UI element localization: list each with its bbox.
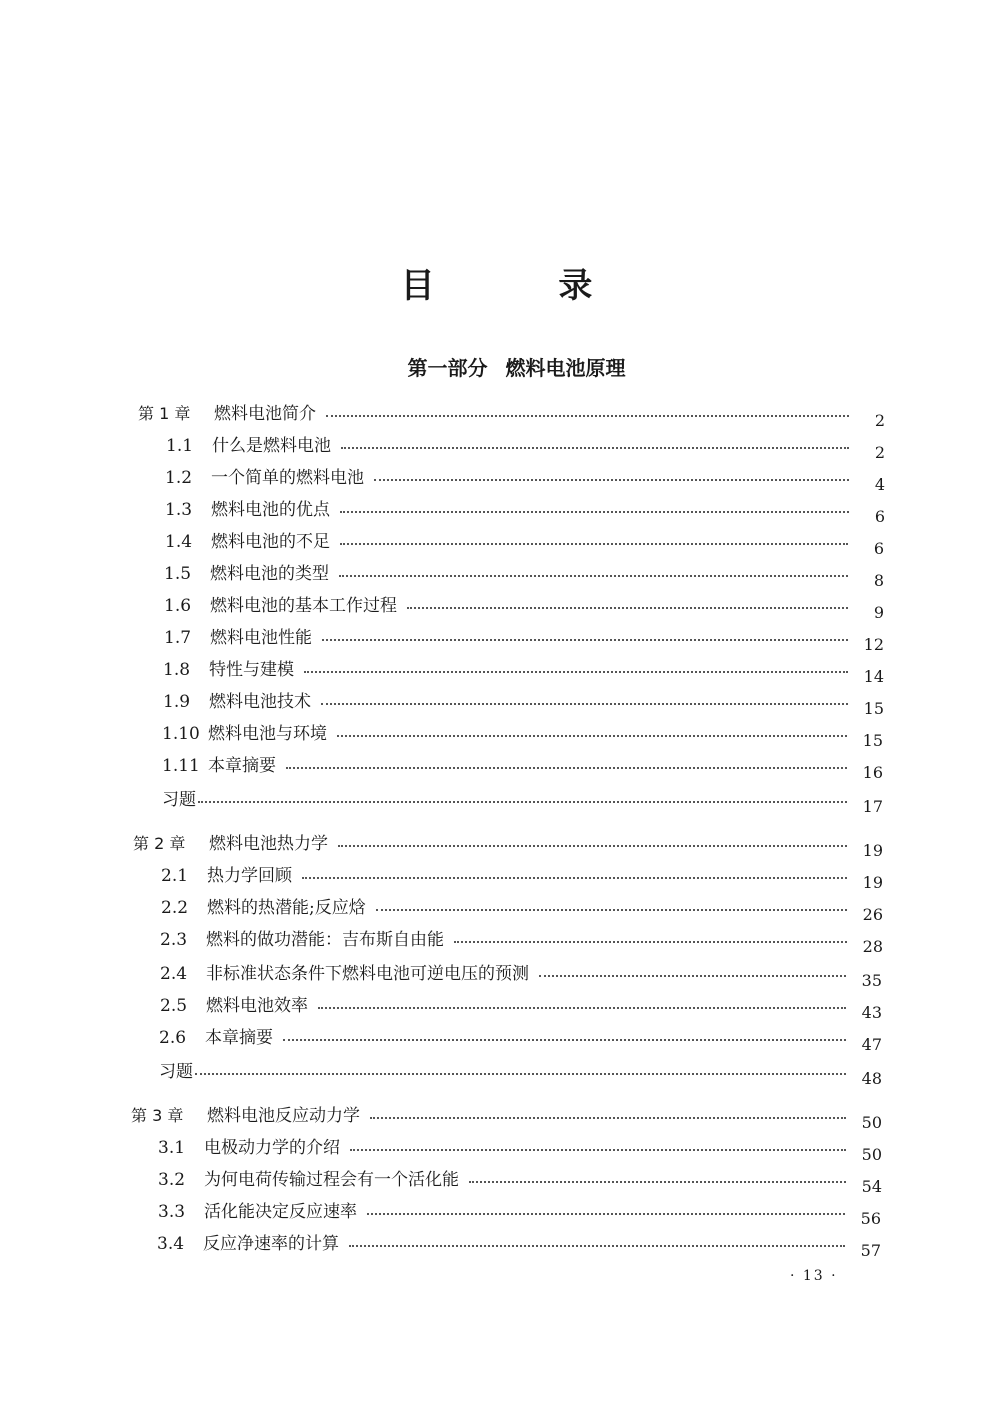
toc-section-entry[interactable] (164, 590, 884, 622)
toc-section-entry[interactable] (165, 462, 885, 494)
toc-exercise-entry[interactable] (159, 1056, 882, 1088)
toc-entry-number: 1.2 (165, 468, 193, 488)
part-label: 第一部分 (407, 356, 488, 380)
toc-leader-dots (283, 1039, 846, 1041)
toc-entry-number: 2.3 (160, 930, 188, 950)
toc-entry-page: 50 (861, 1145, 882, 1164)
toc-entry-number: 3.3 (158, 1202, 186, 1222)
toc-entry-title: 习题 (159, 1062, 193, 1082)
toc-section-entry[interactable] (160, 924, 883, 956)
toc-entry-title: 非标准状态条件下燃料电池可逆电压的预测 (206, 964, 529, 984)
toc-leader-dots (318, 1007, 846, 1009)
toc-entry-page: 8 (873, 571, 884, 590)
toc-entry-page: 47 (861, 1035, 882, 1054)
toc-entry-title: 习题 (162, 790, 196, 810)
toc-entry-page: 35 (861, 971, 882, 990)
toc-leader-dots (340, 511, 849, 513)
toc-entry-page: 15 (863, 699, 884, 718)
toc-leader-dots (454, 941, 847, 943)
toc-section-entry[interactable] (165, 526, 884, 558)
toc-leader-dots (195, 1073, 846, 1075)
toc-entry-number: 2.5 (160, 996, 188, 1016)
toc-leader-dots (198, 801, 847, 803)
toc-leader-dots (321, 703, 848, 705)
toc-section-entry[interactable] (157, 1228, 881, 1260)
toc-entry-number: 2.4 (160, 964, 188, 984)
toc-entry-page: 12 (863, 635, 884, 654)
toc-section-entry[interactable] (158, 1132, 882, 1164)
toc-leader-dots (302, 877, 847, 879)
toc-entry-title: 一个简单的燃料电池 (211, 468, 364, 488)
toc-entry-title: 燃料电池性能 (210, 628, 312, 648)
toc-entry-title: 燃料电池效率 (206, 996, 308, 1016)
toc-section-entry[interactable] (163, 654, 884, 686)
toc-leader-dots (370, 1117, 846, 1119)
toc-entry-number: 1.5 (164, 564, 192, 584)
toc-section-entry[interactable] (164, 622, 884, 654)
toc-entry-title: 燃料电池的优点 (211, 500, 330, 520)
toc-entry-title: 燃料电池热力学 (209, 834, 328, 854)
toc-leader-dots (326, 415, 849, 417)
toc-entry-page: 14 (863, 667, 884, 686)
toc-leader-dots (407, 607, 848, 609)
toc-entry-number: 2.1 (161, 866, 189, 886)
toc-leader-dots (469, 1181, 846, 1183)
toc-leader-dots (337, 735, 847, 737)
toc-entry-number: 第 2 章 (133, 834, 186, 853)
toc-section-entry[interactable] (165, 494, 885, 526)
toc-entry-title: 燃料的热潜能;反应焓 (207, 898, 366, 918)
toc-entry-title: 燃料电池的不足 (211, 532, 330, 552)
toc-leader-dots (338, 845, 847, 847)
toc-entry-title: 燃料电池的基本工作过程 (210, 596, 397, 616)
toc-entry-page: 56 (860, 1209, 881, 1228)
toc-section-entry[interactable] (161, 892, 883, 924)
toc-entry-title: 燃料电池反应动力学 (207, 1106, 360, 1126)
page-number: · 13 · (790, 1268, 838, 1284)
toc-entry-page: 15 (862, 731, 883, 750)
toc-leader-dots (367, 1213, 845, 1215)
toc-entry-page: 17 (862, 797, 883, 816)
toc-section-entry[interactable] (159, 1022, 882, 1054)
toc-entry-number: 2.6 (159, 1028, 187, 1048)
toc-entry-page: 19 (862, 841, 883, 860)
toc-entry-number: 3.1 (158, 1138, 186, 1158)
toc-chapter-entry[interactable] (133, 828, 883, 860)
toc-chapter-entry[interactable] (131, 1100, 882, 1132)
toc-leader-dots (341, 447, 849, 449)
toc-entry-title: 燃料电池技术 (209, 692, 311, 712)
toc-leader-dots (304, 671, 848, 673)
toc-entry-number: 1.1 (166, 436, 194, 456)
toc-entry-page: 43 (861, 1003, 882, 1022)
toc-section-entry[interactable] (166, 430, 885, 462)
toc-entry-number: 1.8 (163, 660, 191, 680)
toc-entry-page: 50 (861, 1113, 882, 1132)
toc-entry-number: 1.10 (162, 724, 200, 744)
toc-leader-dots (349, 1245, 845, 1247)
toc-entry-title: 燃料的做功潜能：吉布斯自由能 (206, 930, 444, 950)
toc-entry-title: 燃料电池简介 (214, 404, 316, 424)
toc-chapter-entry[interactable] (138, 398, 885, 430)
toc-entry-title: 热力学回顾 (207, 866, 292, 886)
toc-section-entry[interactable] (158, 1164, 882, 1196)
toc-entry-title: 本章摘要 (205, 1028, 273, 1048)
toc-entry-number: 1.3 (165, 500, 193, 520)
toc-entry-title: 活化能决定反应速率 (204, 1202, 357, 1222)
toc-entry-title: 特性与建模 (209, 660, 294, 680)
toc-entry-title: 反应净速率的计算 (203, 1234, 339, 1254)
toc-leader-dots (539, 975, 846, 977)
toc-entry-page: 2 (874, 411, 885, 430)
toc-entry-number: 1.11 (162, 756, 200, 776)
toc-entry-number: 1.6 (164, 596, 192, 616)
toc-entry-title: 电极动力学的介绍 (204, 1138, 340, 1158)
toc-entry-page: 19 (862, 873, 883, 892)
toc-entry-page: 16 (862, 763, 883, 782)
part-name: 燃料电池原理 (505, 356, 626, 380)
toc-entry-page: 48 (861, 1069, 882, 1088)
toc-leader-dots (339, 575, 848, 577)
toc-entry-title: 燃料电池与环境 (208, 724, 327, 744)
toc-entry-number: 3.4 (157, 1234, 185, 1254)
toc-entry-number: 3.2 (158, 1170, 186, 1190)
toc-section-entry[interactable] (164, 558, 884, 590)
toc-section-entry[interactable] (160, 958, 882, 990)
toc-entry-page: 28 (862, 937, 883, 956)
toc-leader-dots (376, 909, 847, 911)
toc-entry-page: 4 (874, 475, 885, 494)
toc-entry-title: 本章摘要 (208, 756, 276, 776)
toc-entry-number: 1.7 (164, 628, 192, 648)
toc-section-entry[interactable] (162, 718, 883, 750)
toc-leader-dots (350, 1149, 846, 1151)
toc-section-entry[interactable] (161, 860, 883, 892)
toc-entry-title: 为何电荷传输过程会有一个活化能 (204, 1170, 459, 1190)
toc-leader-dots (322, 639, 848, 641)
page-title: 目 录 (400, 266, 649, 306)
toc-section-entry[interactable] (163, 686, 884, 718)
toc-entry-number: 第 3 章 (131, 1106, 184, 1125)
toc-section-entry[interactable] (160, 990, 882, 1022)
toc-leader-dots (286, 767, 847, 769)
toc-entry-title: 什么是燃料电池 (212, 436, 331, 456)
toc-leader-dots (340, 543, 848, 545)
toc-entry-title: 燃料电池的类型 (210, 564, 329, 584)
toc-entry-page: 57 (860, 1241, 881, 1260)
toc-entry-number: 第 1 章 (138, 404, 191, 423)
toc-entry-page: 26 (862, 905, 883, 924)
toc-entry-page: 54 (861, 1177, 882, 1196)
toc-entry-number: 2.2 (161, 898, 189, 918)
toc-entry-number: 1.4 (165, 532, 193, 552)
toc-entry-page: 6 (874, 507, 885, 526)
toc-leader-dots (374, 479, 849, 481)
toc-entry-number: 1.9 (163, 692, 191, 712)
toc-section-entry[interactable] (158, 1196, 881, 1228)
toc-exercise-entry[interactable] (162, 784, 883, 816)
toc-entry-page: 6 (873, 539, 884, 558)
toc-entry-page: 2 (874, 443, 885, 462)
toc-section-entry[interactable] (162, 750, 883, 782)
toc-entry-page: 9 (873, 603, 884, 622)
